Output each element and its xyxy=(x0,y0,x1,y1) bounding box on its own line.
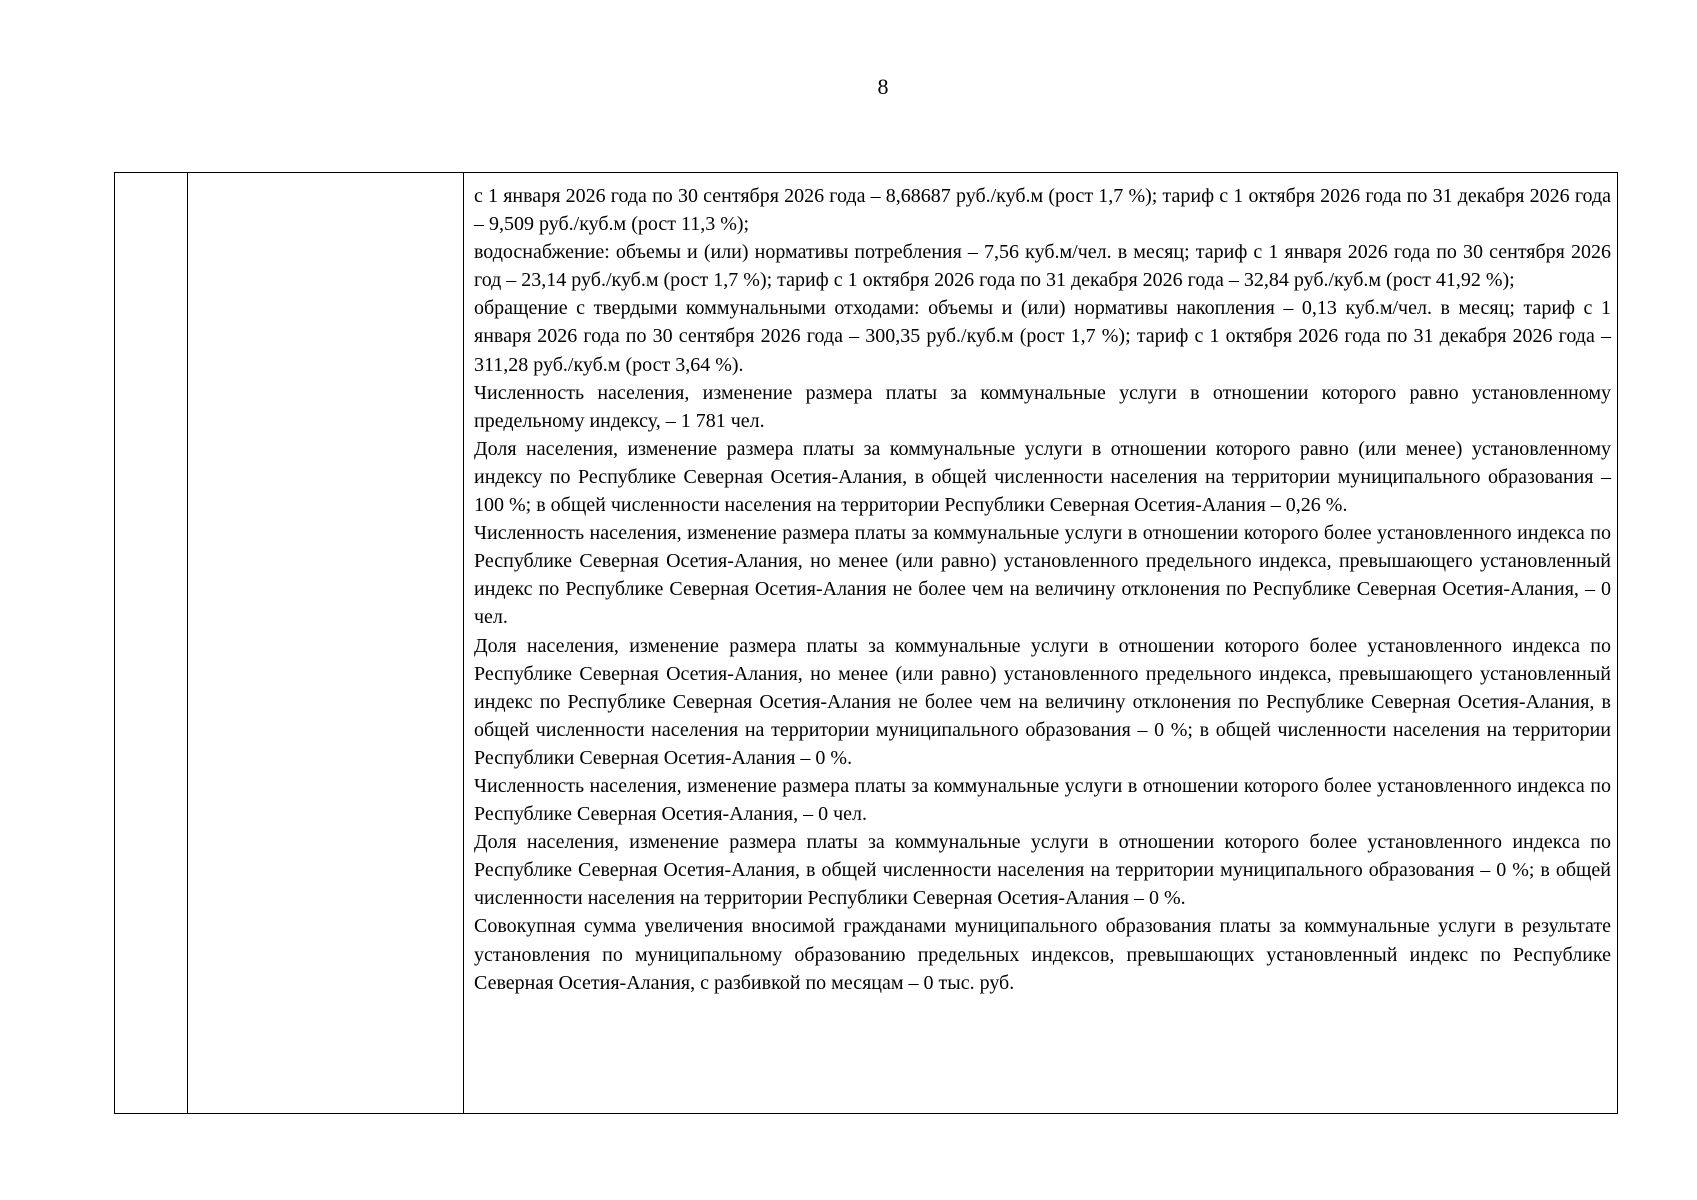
paragraph-water-supply: водоснабжение: объемы и (или) нормативы потребления – 7,56 куб.м/чел. в месяц; тариф с 1 января 2026 года по 30 сентября 2026 год – 23,14 руб./куб.м (рост 1,7 %); тариф с 1 октября 2026 года по 31 декабря 2026 года – 32,84 руб./куб.м (рост 41,92 %); xyxy=(474,241,1611,292)
paragraph-population-within-deviation: Численность населения, изменение размера платы за коммунальные услуги в отношении которого более установленного индекса по Республике Северная Осетия-Алания, но менее (или равно) установленного предельного индекса, превышающего установленный индекс по Республике Северная Осетия-Алания не более чем на величину отклонения по Республике Северная Осетия-Алания, – 0 чел. xyxy=(474,522,1611,629)
document-table xyxy=(114,172,1618,1114)
paragraph-share-above-index: Доля населения, изменение размера платы за коммунальные услуги в отношении которого более установленного индекса по Республике Северная Осетия-Алания, в общей численности населения на территории муниципального образования – 0 %; в общей численности населения на территории Республики Северная Осетия-Алания – 0 %. xyxy=(474,831,1611,910)
paragraph-population-equal-limit: Численность населения, изменение размера платы за коммунальные услуги в отношении которого равно установленному предельному индексу, – 1 781 чел. xyxy=(474,381,1611,432)
paragraph-share-equal-or-less: Доля населения, изменение размера платы за коммунальные услуги в отношении которого равно (или менее) установленному индексу по Республике Северная Осетия-Алания, в общей численности населения на территории муниципального образования – 100 %; в общей численности населения на территории Республики Северная Осетия-Алания – 0,26 %. xyxy=(474,437,1611,517)
paragraph-population-above-index: Численность населения, изменение размера платы за коммунальные услуги в отношении которого более установленного индекса по Республике Северная Осетия-Алания, – 0 чел. xyxy=(474,774,1611,826)
table-row xyxy=(115,173,1618,1114)
table-cell-name xyxy=(188,173,464,1114)
table-cell-text xyxy=(464,173,1618,1114)
table-cell-number xyxy=(115,173,188,1114)
page-number: 8 xyxy=(877,74,889,99)
paragraph-solid-waste: обращение с твердыми коммунальными отходами: объемы и (или) нормативы накопления – 0,13 куб.м/чел. в месяц; тариф с 1 января 2026 года по 30 сентября 2026 года – 300,35 руб./куб.м (рост 1,7 %); тариф с 1 октября 2026 года по 31 декабря 2026 года –311,28 руб./куб.м (рост 3,64 %). xyxy=(474,297,1611,376)
paragraph-total-increase: Совокупная сумма увеличения вносимой гражданами муниципального образования платы за коммунальные услуги в результате установления по муниципальному образованию предельных индексов, превышающих установленный индекс по Республике Северная Осетия-Алания, с разбивкой по месяцам – 0 тыс. руб. xyxy=(474,915,1611,994)
paragraph-sewerage-tariff: с 1 января 2026 года по 30 сентября 2026 года – 8,68687 руб./куб.м (рост 1,7 %); тариф с 1 октября 2026 года по 31 декабря 2026 года – 9,509 руб./куб.м (рост 11,3 %); xyxy=(474,185,1611,236)
paragraph-share-within-deviation: Доля населения, изменение размера платы за коммунальные услуги в отношении которого более установленного индекса по Республике Северная Осетия-Алания, но менее (или равно) установленного предельного индекса, превышающего установленный индекс по Республике Северная Осетия-Алания не более чем на величину отклонения по Республике Северная Осетия-Алания, в общей численности населения на территории муниципального образования – 0 %; в общей численности населения на территории Республики Северная Осетия-Алания – 0 %. xyxy=(474,634,1611,769)
